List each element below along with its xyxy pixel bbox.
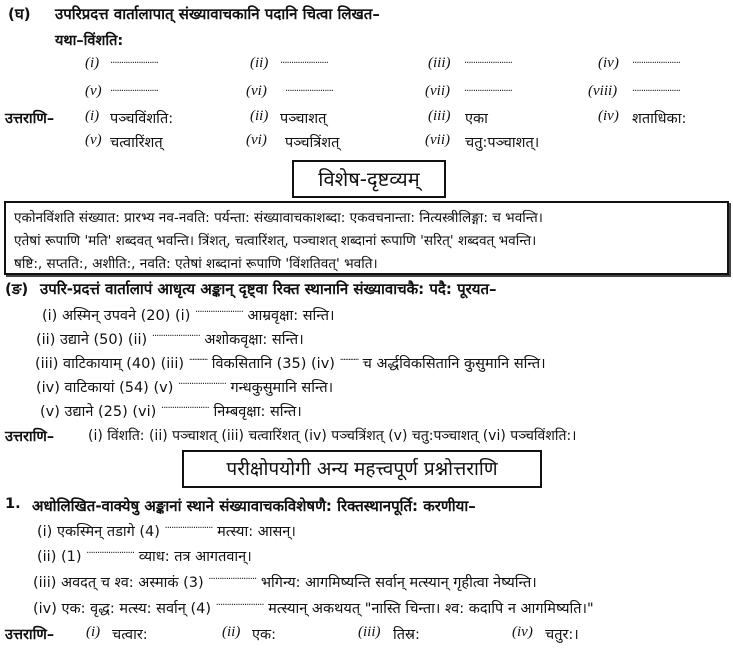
- answer-num: (ii): [250, 108, 269, 124]
- answer-text: एक:: [252, 627, 277, 643]
- answer-text: तिस्र:: [393, 627, 420, 643]
- blank-dots: ······················: [285, 86, 333, 97]
- blank-num: (viii): [588, 83, 618, 99]
- fill-item: [36, 377, 333, 397]
- answers-label: उत्तराणि–: [5, 111, 55, 127]
- answer-text: पञ्चाशत्: [280, 111, 327, 127]
- question-number: 1.: [5, 496, 21, 512]
- answer-num: (ii): [222, 624, 241, 640]
- note-line: एकोनविंशति संख्यात: प्रारभ्य नव-नवति: पर्यन्ता: संख्यावाचकाशब्दा: एकवचनान्ता: नित्यस्त्रीलिङ्गा: च भवन्ति।: [14, 210, 543, 226]
- fill-item: [37, 546, 252, 566]
- answer-text: चतु:पञ्चाशत्।: [465, 135, 540, 151]
- blank-dots: ······················: [151, 331, 200, 342]
- fill-item: [33, 598, 594, 618]
- answer-num: (iii): [358, 624, 381, 640]
- blank-dots: ······················: [86, 548, 135, 559]
- blank-num: (vii): [425, 83, 450, 99]
- fill-item: [37, 521, 296, 541]
- blank-dots: ······················: [110, 58, 158, 69]
- item-pre: (i) एकस्मिन् तडागे (4): [37, 524, 160, 540]
- item-post: आम्रवृक्षा: सन्ति।: [247, 308, 335, 324]
- item-post: व्याध: तत्र आगतवान्।: [138, 549, 252, 565]
- item-pre: (v) उद्याने (25) (vi): [40, 404, 157, 420]
- item-pre: (iii) अवदत् च श्व: अस्माकं (3): [33, 575, 204, 591]
- answer-text: पञ्चत्रिंशत्: [285, 135, 340, 151]
- answer-num: (v): [85, 132, 102, 148]
- item-post: निम्बवृक्षा: सन्ति।: [213, 404, 302, 420]
- instruction: उपरि-प्रदत्तं वार्तालापं आधृत्य अङ्कान् दृष्ट्वा रिक्त स्थानानि संख्यावाचकै: पदै: पूरयत–: [40, 280, 497, 298]
- blank-dots: ······················: [110, 86, 158, 97]
- answer-num: (vii): [425, 132, 450, 148]
- special-note-title: विशेष-दृष्टव्यम्: [292, 160, 446, 198]
- blank-num: (ii): [250, 55, 269, 71]
- blank-dots: ······················: [632, 86, 680, 97]
- answer-text: चतुर:।: [545, 627, 579, 643]
- answer-num: (vi): [246, 132, 267, 148]
- item-pre: (iv) एक: वृद्ध: मत्स्य: सर्वान् (4): [33, 601, 211, 617]
- blank-dots: ···········: [188, 355, 208, 366]
- instruction: अधोलिखित-वाक्येषु अङ्कानां स्थाने संख्यावाचकविशेषणै: रिक्तस्थानपूर्ति: करणीया–: [32, 497, 476, 515]
- fill-item: [36, 329, 304, 349]
- blank-dots: ······················: [164, 523, 213, 534]
- answers-text: (i) विंशति: (ii) पञ्चाशत् (iii) चत्वारिंशत् (iv) पञ्चत्रिंशत् (v) चतु:पञ्चाशत् (vi) पञ्चविंशति:।: [88, 428, 577, 444]
- blank-num: (v): [85, 83, 102, 99]
- blank-dots: ······················: [177, 379, 226, 390]
- answer-text: चत्वार:: [112, 627, 148, 643]
- answer-text: पञ्चविंशति:: [110, 111, 174, 127]
- answer-text: शताधिका:: [632, 111, 687, 127]
- blank-dots: ······················: [464, 86, 512, 97]
- answer-num: (iv): [598, 108, 619, 124]
- answers-label: उत्तराणि–: [5, 429, 55, 445]
- blank-dots: ······················: [208, 574, 257, 585]
- fill-item: [33, 572, 537, 592]
- section-label: (घ): [8, 5, 31, 23]
- special-note-box: [4, 201, 729, 275]
- item-post: भगिन्य: आगमिष्यन्ति सर्वान् मत्स्यान् गृहीत्वा नेष्यन्ति।: [260, 575, 537, 591]
- instruction: उपरिप्रदत्त वार्तालापात् संख्यावाचकानि पदानि चित्वा लिखत–: [55, 5, 380, 23]
- blank-dots: ······················: [215, 600, 264, 611]
- item-pre: (ii) उद्याने (50) (ii): [36, 332, 148, 348]
- item-pre: (iii) वाटिकायाम् (40) (iii): [35, 356, 184, 372]
- example: यथा–विंशति:: [55, 33, 124, 49]
- blank-dots: ······················: [160, 403, 209, 414]
- answer-text: चत्वारिंशत्: [110, 135, 163, 151]
- answer-text: एका: [465, 111, 488, 127]
- note-line: षष्टि:, सप्तति:, अशीति:, नवति: एतेषां शब्दानां रूपाणि 'विंशतिवत्' भवति।: [14, 256, 378, 272]
- blank-num: (i): [85, 55, 100, 71]
- answer-num: (i): [85, 108, 100, 124]
- item-post: च अर्द्धविकसितानि कुसुमानि सन्ति।: [362, 356, 546, 372]
- blank-num: (iii): [428, 55, 451, 71]
- answer-num: (i): [86, 624, 101, 640]
- item-post: मत्स्यान् अकथयत् "नास्ति चिन्ता। श्व: कदापि न आगमिष्यति।": [268, 601, 594, 617]
- blank-dots: ···········: [339, 355, 359, 366]
- blank-num: (iv): [598, 55, 619, 71]
- item-post: मत्स्या: आसन्।: [217, 524, 296, 540]
- blank-dots: ······················: [280, 58, 328, 69]
- answer-num: (iv): [512, 624, 533, 640]
- blank-dots: ······················: [632, 58, 680, 69]
- fill-item: [40, 401, 302, 421]
- item-mid: विकसितानि (35) (iv): [211, 356, 335, 372]
- answer-num: (iii): [428, 108, 451, 124]
- fill-item: [35, 353, 546, 373]
- item-post: गन्धकुसुमानि सन्ति।: [230, 380, 334, 396]
- section-label: (ङ): [5, 280, 29, 298]
- blank-dots: ······················: [194, 307, 243, 318]
- blank-num: (vi): [246, 83, 267, 99]
- blank-dots: ······················: [464, 58, 512, 69]
- item-pre: (iv) वाटिकायां (54) (v): [36, 380, 174, 396]
- item-pre: (ii) (1): [37, 549, 82, 565]
- item-post: अशोकवृक्षा: सन्ति।: [204, 332, 304, 348]
- item-pre: (i) अस्मिन् उपवने (20) (i): [42, 308, 191, 324]
- note-line: एतेषां रूपाणि 'मति' शब्दवत् भवन्ति। त्रिंशत्, चत्वारिंशत्, पञ्चाशत् शब्दानां रूपाणि 'सरित्' शब्दवत् भवन्ति।: [14, 233, 537, 249]
- answers-label: उत्तराणि–: [5, 627, 55, 643]
- exam-section-title: परीक्षोपयोगी अन्य महत्त्वपूर्ण प्रश्नोत्तराणि: [182, 450, 542, 488]
- fill-item: [42, 305, 335, 325]
